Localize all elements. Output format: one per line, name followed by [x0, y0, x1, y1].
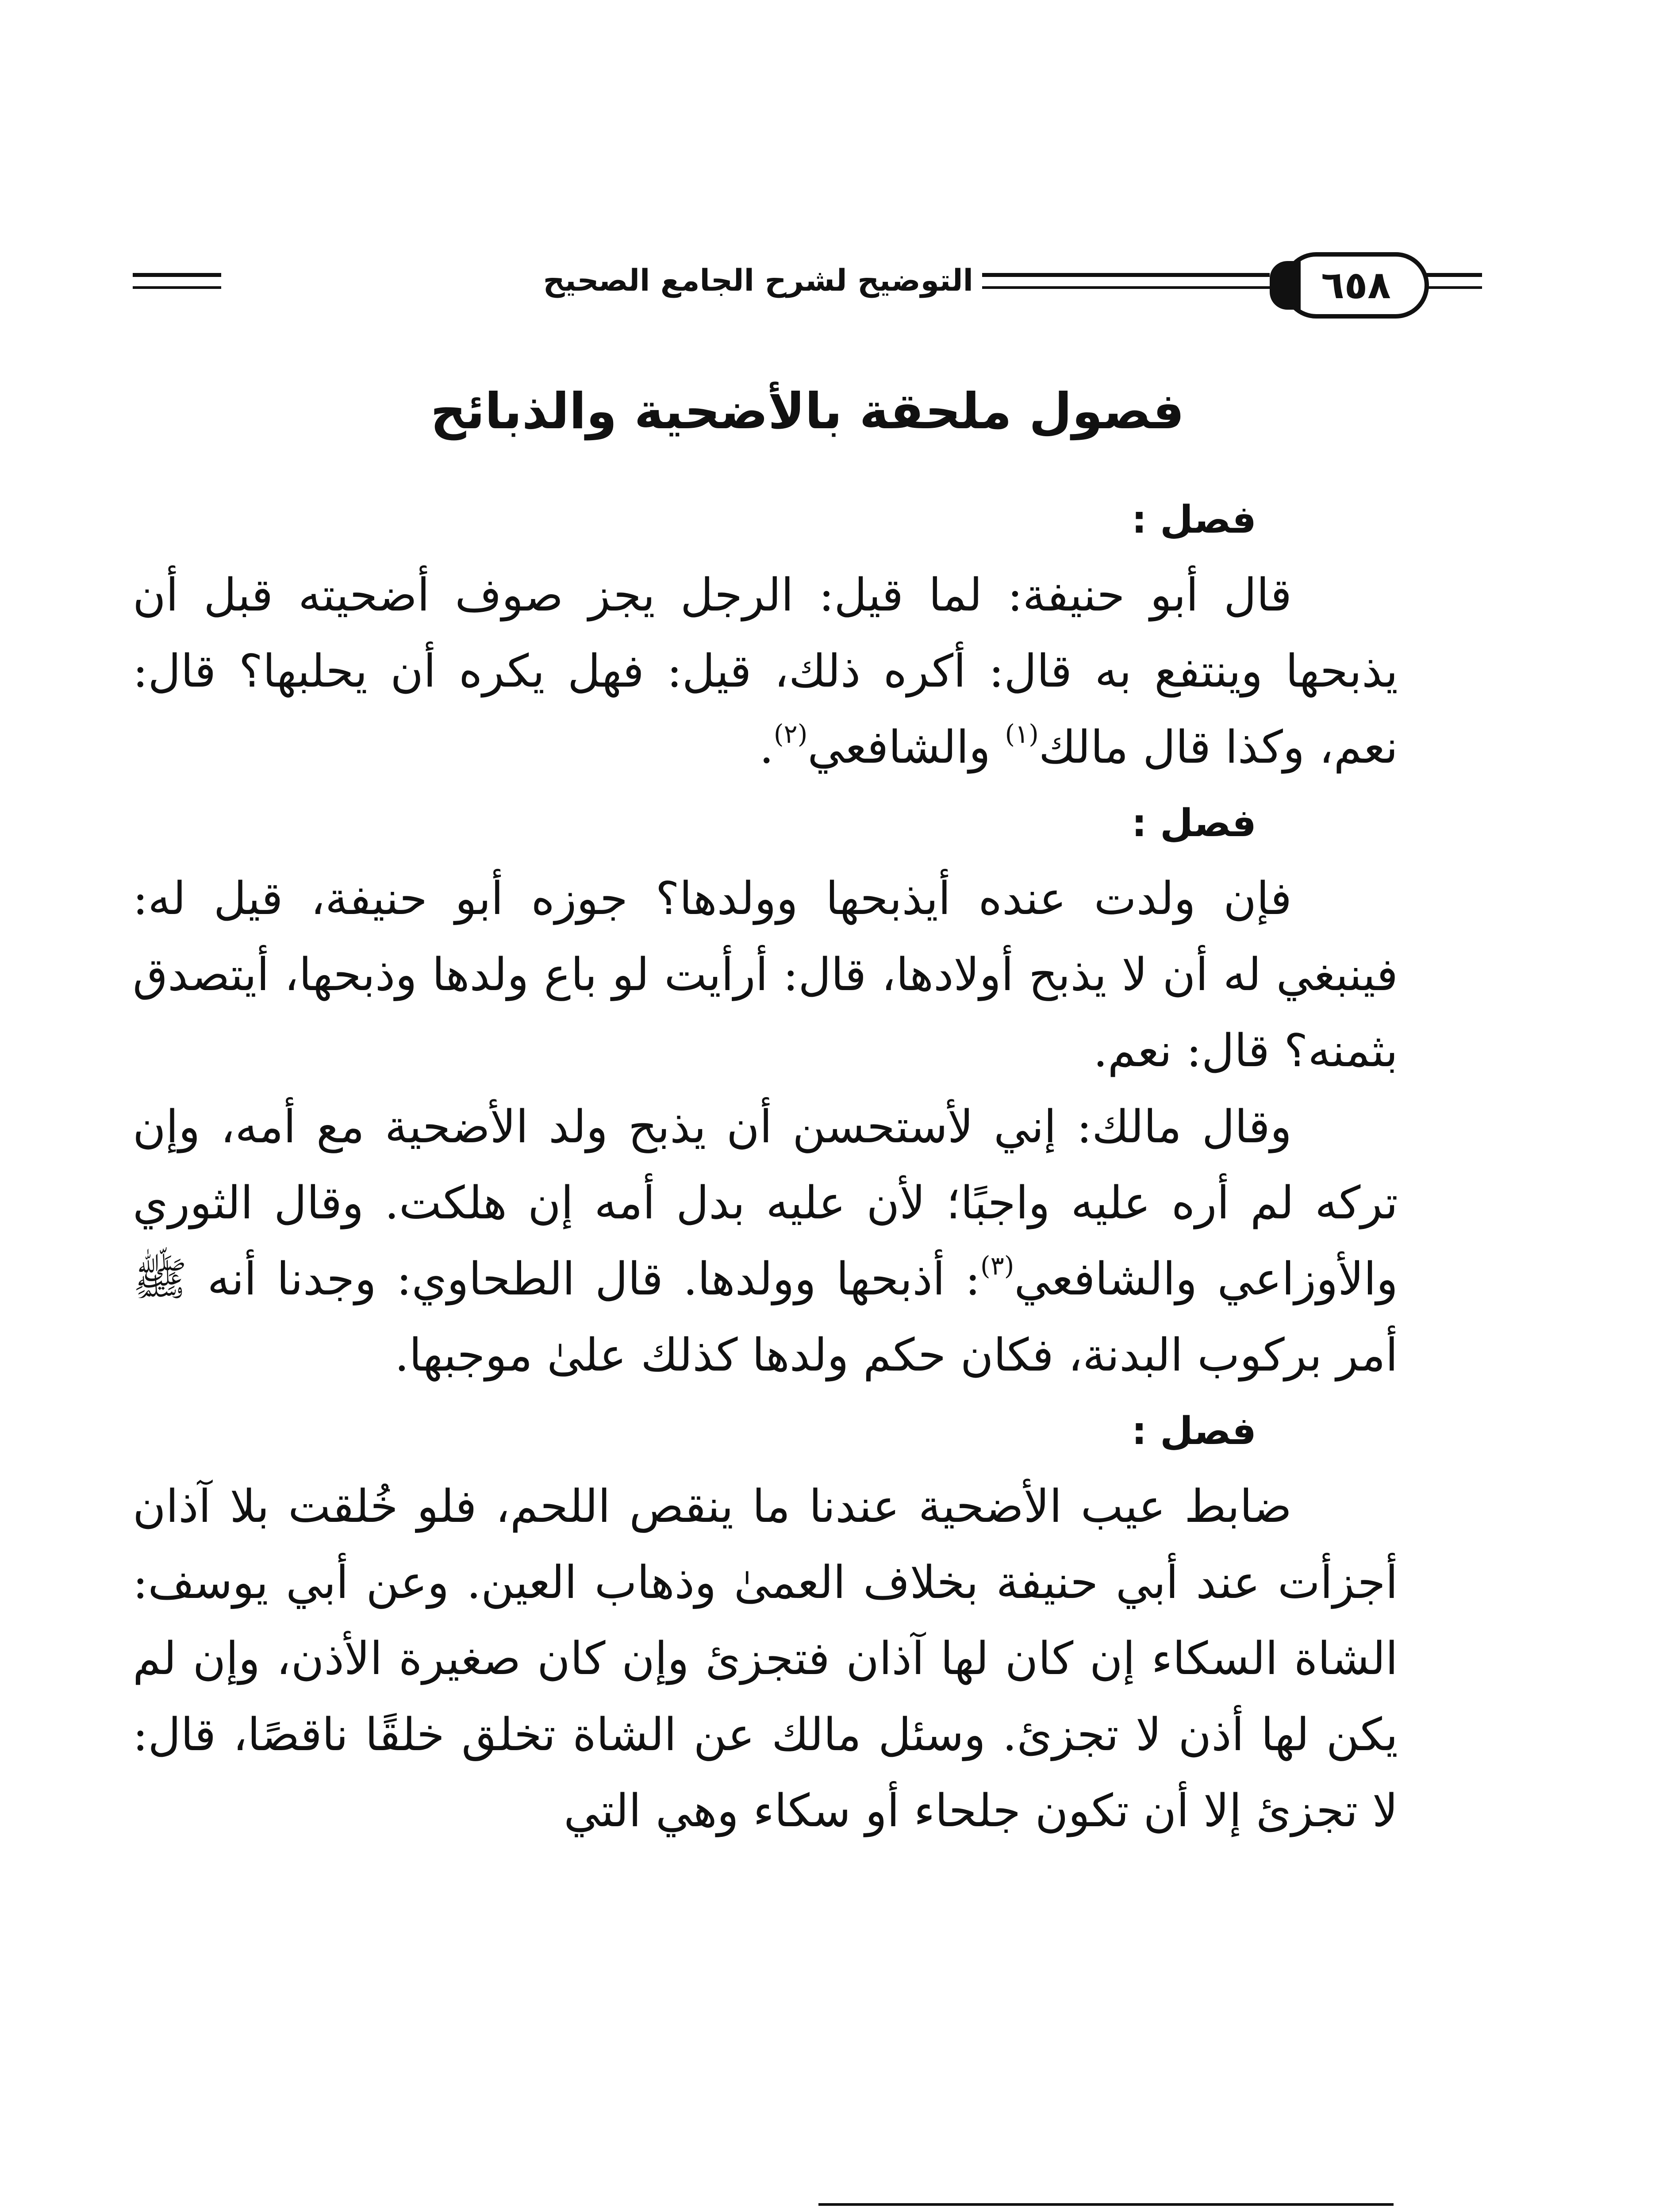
paragraph-text: : أذبحها وولدها. قال الطحاوي: وجدنا أنه ﷺ أمر بركوب البدنة، فكان حكم ولدها كذلك علىٰ موجبها.: [133, 1253, 1398, 1382]
header-rule: [133, 286, 221, 289]
paragraph-text: وقال مالك: إني لأستحسن أن يذبح ولد الأضحية مع أمه، وإن تركه لم أره عليه واجبًا؛ لأن عليه بدل أمه إن هلكت. وقال الثوري والأوزاعي والشافعي: [133, 1101, 1398, 1306]
paragraph: فإن ولدت عنده أيذبحها وولدها؟ جوزه أبو حنيفة، قيل له: فينبغي له أن لا يذبح أولادها، قال: أرأيت لو باع ولدها وذبحها، أيتصدق بثمنه؟ قال: نعم.: [133, 872, 1398, 1077]
footnote-rule: [818, 2203, 1394, 2206]
paragraph-text: والشافعي: [807, 721, 1005, 774]
header-rule: [1425, 273, 1482, 277]
paragraph: ضابط عيب الأضحية عندنا ما ينقص اللحم، فلو خُلقت بلا آذان أجزأت عند أبي حنيفة بخلاف العمىٰ وذهاب العين. وعن أبي يوسف: الشاة السكاء إن كان لها آذان فتجزئ وإن كان صغيرة الأذن، وإن لم يكن لها أذن لا تجزئ. وسئل مالك عن الشاة تخلق خلقًا ناقصًا، قال: لا تجزئ إلا أن تكون جلحاء أو سكاء وهي التي: [133, 1480, 1398, 1837]
paragraph: [133, 557, 1398, 786]
section-heading: فصل :: [1131, 801, 1256, 845]
main-text: [133, 482, 1398, 1849]
page-number-badge: [1283, 252, 1429, 319]
section-heading: فصل :: [1131, 1409, 1256, 1453]
footnote-ref: (١): [1005, 719, 1039, 749]
page-number: ٦٥٨: [1321, 263, 1391, 307]
running-header: [133, 246, 1482, 334]
chapter-title: فصول ملحقة بالأضحية والذبائح: [430, 383, 1185, 440]
footnote-ref: (٣): [980, 1251, 1014, 1281]
paragraph-text: .: [759, 721, 774, 774]
paragraph-text: قال أبو حنيفة: لما قيل: الرجل يجز صوف أضحيته قبل أن يذبحها وينتفع به قال: أكره ذلك، قيل: فهل يكره أن يحلبها؟ قال: نعم، وكذا قال مالك: [133, 569, 1398, 774]
paragraph: [133, 1089, 1398, 1394]
header-rule: [133, 273, 221, 277]
header-rule: [1425, 286, 1482, 289]
footnote-ref: (٢): [773, 719, 808, 749]
header-rule: [982, 273, 1270, 277]
header-rule: [982, 286, 1270, 289]
running-title: التوضيح لشرح الجامع الصحيح: [543, 263, 973, 298]
section-heading: فصل :: [1131, 498, 1256, 542]
